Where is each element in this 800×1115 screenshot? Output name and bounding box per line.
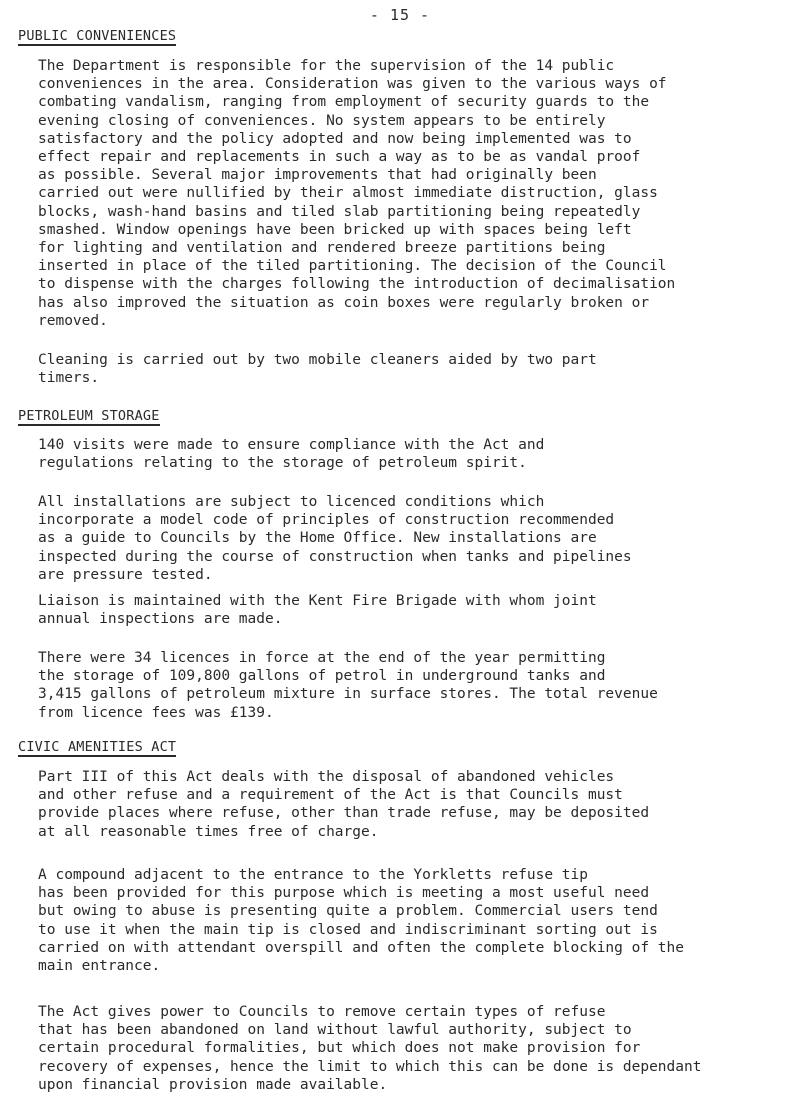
paragraph-petroleum-storage-3: Liaison is maintained with the Kent Fire Brigade with whom joint annual inspections are made. [38, 593, 597, 628]
section-heading-petroleum-storage: PETROLEUM STORAGE [18, 408, 160, 424]
paragraph-petroleum-storage-1: 140 visits were made to ensure compliance with the Act and regulations relating to the storage of petroleum spirit. [38, 437, 545, 472]
paragraph-petroleum-storage-2: All installations are subject to licenced conditions which incorporate a model code of principles of construction recommended as a guide to Councils by the Home Office. New installations are inspected during the course of construction when tanks and pipelines are pressure tested. [38, 494, 632, 583]
paragraph-public-conveniences-1: The Department is responsible for the supervision of the 14 public conveniences in the area. Consideration was given to the various ways of combating vandalism, ranging from employment of security guards to the evening closing of conveniences. No system appears to be entirely satisfactory and the policy adopted and now being implemented was to effect repair and replacements in such a way as to be as vandal proof as possible. Several major improvements that had originally been carried out were nullified by their almost immediate distruction, glass blocks, wash-hand basins and tiled slab partitioning being repeatedly smashed. Window openings have been bricked up with spaces being left for lighting and ventilation and rendered breeze partitions being inserted in place of the tiled partitioning. The decision of the Council to dispense with the charges following the introduction of decimalisation has also improved the situation as coin boxes were regularly broken or removed. [38, 58, 676, 329]
paragraph-petroleum-storage-4: There were 34 licences in force at the end of the year permitting the storage of 109,800 gallons of petrol in underground tanks and 3,415 gallons of petroleum mixture in surface stores. The total revenue from licence fees was £139. [38, 650, 658, 721]
section-heading-public-conveniences: PUBLIC CONVENIENCES [18, 28, 177, 44]
page-number: - 15 - [369, 6, 431, 24]
paragraph-public-conveniences-2: Cleaning is carried out by two mobile cleaners aided by two part timers. [38, 352, 597, 387]
section-heading-civic-amenities-act: CIVIC AMENITIES ACT [18, 739, 177, 755]
paragraph-civic-amenities-2: A compound adjacent to the entrance to the Yorkletts refuse tip has been provided for this purpose which is meeting a most useful need but owing to abuse is presenting quite a problem. Commercial users tend to use it when the main tip is closed and indiscriminant sorting out is carried on with attendant overspill and often the complete blocking of the main entrance. [38, 867, 685, 975]
paragraph-civic-amenities-3: The Act gives power to Councils to remove certain types of refuse that has been abandoned on land without lawful authority, subject to certain procedural formalities, but which does not make provision for recovery of expenses, hence the limit to which this can be done is dependant upon financial provision made available. [38, 1004, 702, 1093]
paragraph-civic-amenities-1: Part III of this Act deals with the disposal of abandoned vehicles and other refuse and a requirement of the Act is that Councils must provide places where refuse, other than trade refuse, may be deposited at all reasonable times free of charge. [38, 769, 650, 840]
